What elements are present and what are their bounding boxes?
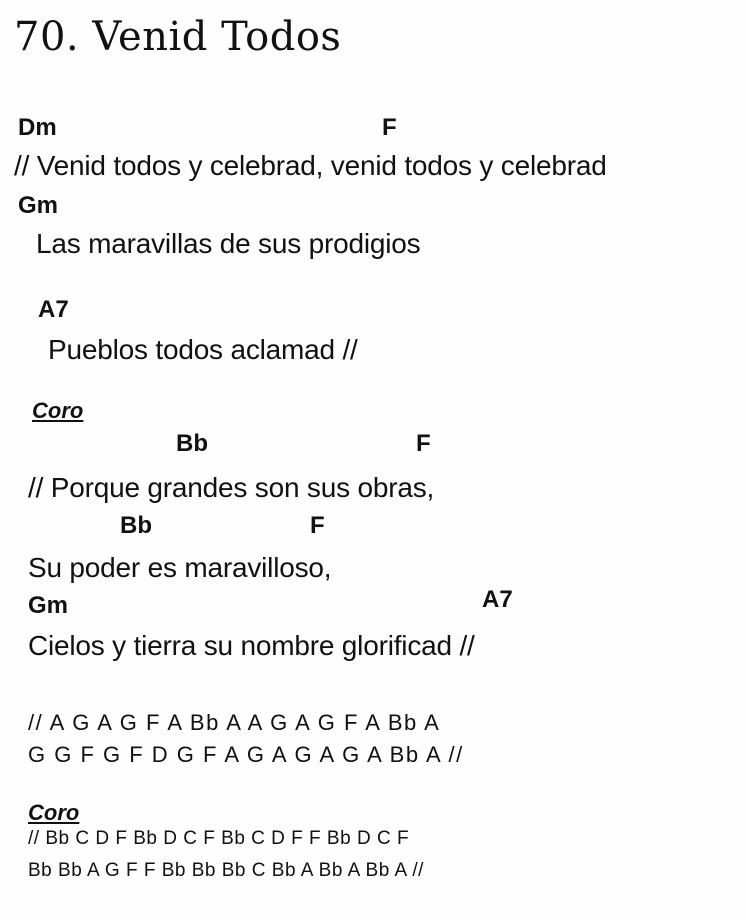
coro-notes-line-2: Bb Bb A G F F Bb Bb Bb C Bb A Bb A Bb A // <box>28 860 424 881</box>
chorus-line-2: Su poder es maravilloso, <box>28 552 332 583</box>
verse-line-3: Pueblos todos aclamad // <box>48 334 358 365</box>
verse-line-1: // Venid todos y celebrad, venid todos y celebrad <box>14 150 607 181</box>
notes-line-1: // A G A G F A Bb A A G A G F A Bb A <box>28 710 441 735</box>
chorus-chord-f-1: F <box>416 430 431 457</box>
chord-gm: Gm <box>18 192 59 219</box>
notes-line-2: G G F G F D G F A G A G A G A Bb A // <box>28 742 464 767</box>
chorus-label: Coro <box>32 398 84 423</box>
song-title: 70. Venid Todos <box>14 14 342 60</box>
chorus-line-1: // Porque grandes son sus obras, <box>28 472 435 503</box>
coro-notes-line-1: // Bb C D F Bb D C F Bb C D F F Bb D C F <box>28 828 410 849</box>
chord-dm: Dm <box>18 114 57 141</box>
chorus-chord-bb-2: Bb <box>120 512 152 539</box>
chorus-chord-gm: Gm <box>28 592 69 619</box>
verse-line-2: Las maravillas de sus prodigios <box>36 228 421 259</box>
chorus-chord-bb-1: Bb <box>176 430 208 457</box>
chorus-chord-a7: A7 <box>482 586 513 613</box>
chorus-chord-f-2: F <box>310 512 325 539</box>
coro-notes-label: Coro <box>28 800 80 825</box>
chord-f: F <box>382 114 397 141</box>
chorus-line-3: Cielos y tierra su nombre glorificad // <box>28 630 475 661</box>
chord-a7: A7 <box>38 296 69 323</box>
